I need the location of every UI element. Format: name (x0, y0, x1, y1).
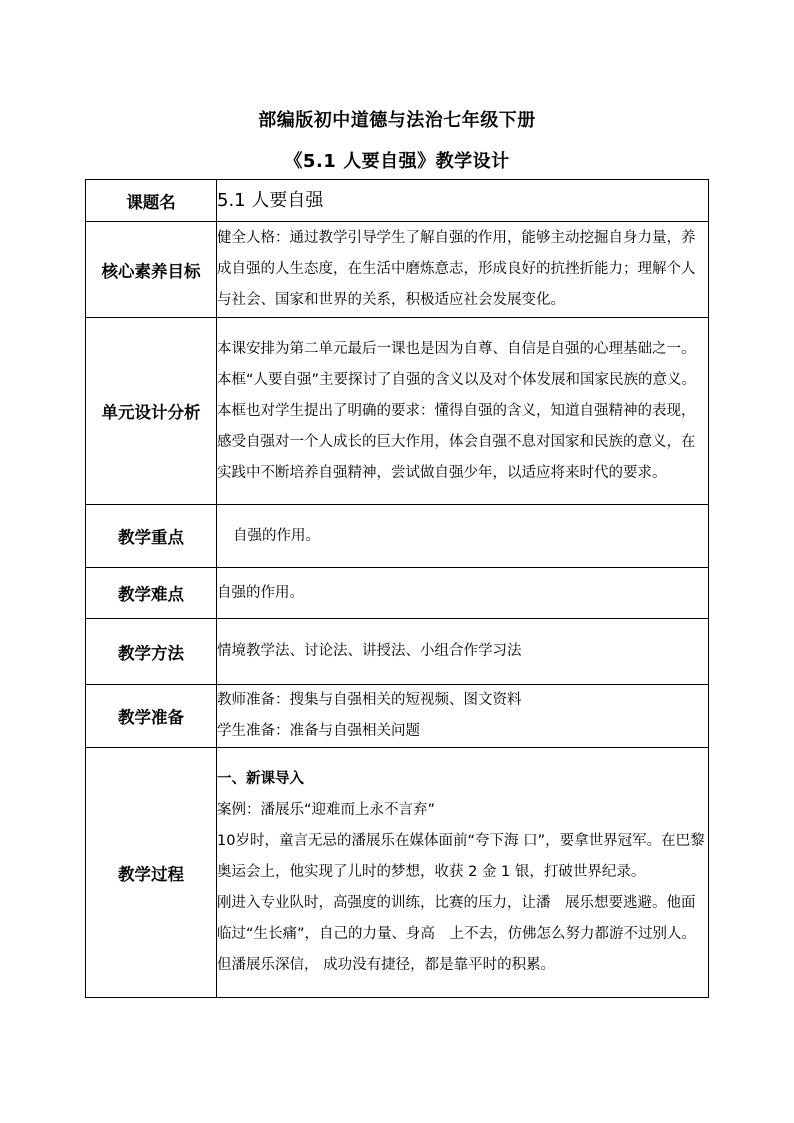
teacher-preparation: 教师准备：搜集与自强相关的短视频、图文资料 (217, 692, 522, 708)
difficulties-value: 自强的作用。 (217, 568, 709, 619)
document-title: 部编版初中道德与法治七年级下册 (258, 110, 536, 131)
key-points-value: 自强的作用。 (217, 505, 709, 568)
student-preparation: 学生准备：准备与自强相关问题 (217, 723, 420, 739)
row-label-preparation: 教学准备 (86, 685, 217, 748)
process-value (217, 748, 709, 998)
unit-analysis-value: 本课安排为第二单元最后一课也是因为自尊、自信是自强的心理基础之一。本框“人要自强”主要探讨了自强的含义以及对个体发展和国家民族的意义。本框也对学生提出了明确的要求：懂得自强的含义，知道自强精神的表现，感受自强对一个人成长的巨大作用，体会自强不息对国家和民族的意义，在实践中不断培养自强精神，尝试做自强少年，以适应将来时代的要求。 (217, 318, 709, 505)
row-label-core-goals: 核心素养目标 (86, 222, 217, 318)
table-row (86, 748, 709, 998)
table-row (86, 318, 709, 505)
row-label-key-points: 教学重点 (86, 505, 217, 568)
table-row (86, 568, 709, 619)
row-label-difficulties: 教学难点 (86, 568, 217, 619)
table-row (86, 505, 709, 568)
table-row (86, 619, 709, 685)
lesson-plan-table (85, 179, 709, 998)
row-label-methods: 教学方法 (86, 619, 217, 685)
document-subtitle: 《5.1 人要自强》教学设计 (284, 151, 510, 172)
table-row (86, 180, 709, 222)
core-goals-value: 健全人格：通过教学引导学生了解自强的作用，能够主动挖掘自身力量，养成自强的人生态度，在生活中磨炼意志，形成良好的抗挫折能力；理解个人与社会、国家和世界的关系，积极适应社会发展变化。 (217, 222, 709, 318)
process-paragraph-2: 刚进入专业队时，高强度的训练，比赛的压力，让潘 展乐想要逃避。他面临过“生长痛”，自己的力量、身高 上不去，仿佛怎么努力都游不过别人。但潘展乐深信， 成功没有捷径，都是靠平时的积累。 (217, 895, 697, 973)
table-row (86, 222, 709, 318)
methods-value: 情境教学法、讨论法、讲授法、小组合作学习法 (217, 619, 709, 685)
case-title: 案例：潘展乐“迎难而上永不言弃” (217, 802, 436, 818)
row-label-process: 教学过程 (86, 748, 217, 998)
table-row (86, 685, 709, 748)
process-heading: 一、新课导入 (217, 771, 304, 787)
process-paragraph-1: 10岁时，童言无忌的潘展乐在媒体面前“夸下海 口”，要拿世界冠军。在巴黎奥运会上，他实现了儿时的梦想，收获 2 金 1 银，打破世界纪录。 (217, 833, 705, 880)
preparation-value (217, 685, 709, 748)
row-label-unit-analysis: 单元设计分析 (86, 318, 217, 505)
topic-value: 5.1 人要自强 (217, 180, 709, 222)
row-label-topic: 课题名 (86, 180, 217, 222)
